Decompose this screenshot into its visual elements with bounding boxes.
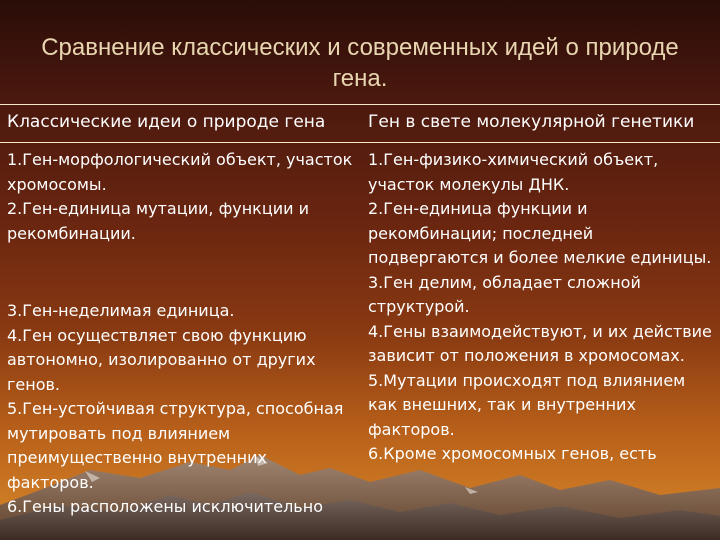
slide-title: Сравнение классических и современных идей о природе гена. [41,34,679,92]
molecular-item-5: 5.Мутации происходят под влиянием как внешних, так и внутренних факторов. [368,370,686,439]
molecular-item-4: 4.Гены взаимодействуют, и их действие зависит от положения в хромосомах. [368,321,712,365]
header-classical: Классические идеи о природе гена [7,112,326,132]
header-molecular: Ген в свете молекулярной генетики [368,112,695,132]
classical-item-3: 3.Ген-неделимая единица. [7,301,235,320]
comparison-table [0,104,720,540]
classical-item-1: 1.Ген-морфологический объект, участок хромосомы. [7,150,353,194]
classical-item-5: 5.Ген-устойчивая структура, способная мутировать под влиянием преимущественно внутренних факторов. [7,399,344,492]
table-header-rule [0,142,720,143]
classical-column [7,148,357,520]
column-spacer [7,246,357,299]
classical-item-4: 4.Ген осуществляет свою функцию автономно, изолированно от других генов. [7,325,316,394]
molecular-item-6: 6.Кроме хромосомных генов, есть [368,444,657,463]
molecular-item-2: 2.Ген-единица функции и рекомбинации; последней подвергаются и более мелкие единицы. [368,199,712,267]
classical-item-6: 6.Гены расположены исключительно [7,497,323,516]
molecular-item-3: 3.Ген делим, обладает сложной структурой. [368,272,641,316]
molecular-column [368,148,716,467]
table-top-rule [0,104,720,105]
molecular-item-1: 1.Ген-физико-химический объект, участок молекулы ДНК. [368,150,659,194]
classical-item-2: 2.Ген-единица мутации, функции и рекомбинации. [7,199,310,243]
